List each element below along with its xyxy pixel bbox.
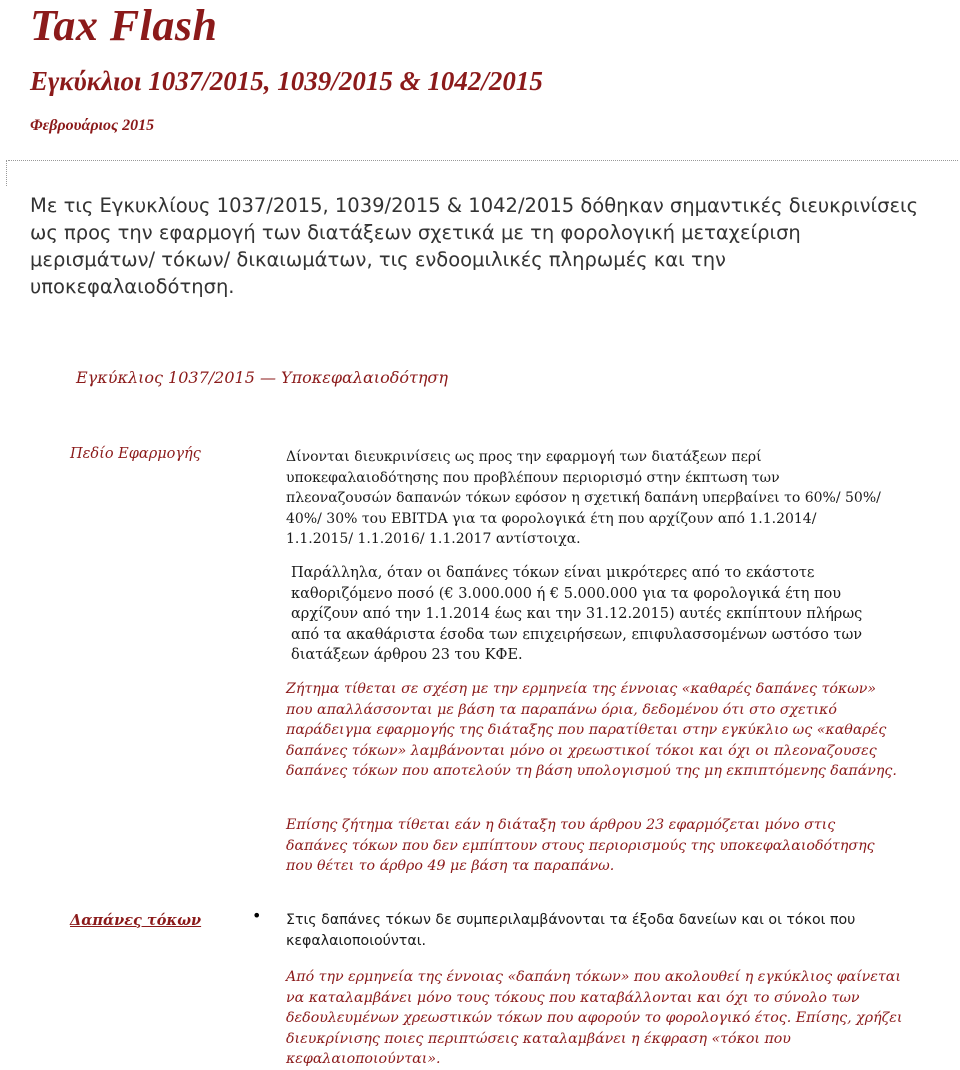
scope-comment-1: Ζήτημα τίθεται σε σχέση με την ερμηνεία της έννοιας «καθαρές δαπάνες τόκων» που απαλλάσσονται με βάση τα παραπάνω όρια, δεδομένου ότι στο σχετικό παράδειγμα εφαρμογής της διάταξης που παρατίθεται στην εγκύκλιο ως «καθαρές δαπάνες τόκων» λαμβάνονται μόνο οι χρεωστικοί τόκοι και όχι οι πλεοναζουσες δαπάνες τόκων που αποτελούν τη βάση υπολογισμού της μη εκπιπτόμενης δαπάνης. — [286, 681, 897, 779]
document-subtitle: Εγκύκλιοι 1037/2015, 1039/2015 & 1042/2015 — [30, 66, 543, 96]
brand-title: Tax Flash — [30, 1, 218, 50]
interest-comment: Από την ερμηνεία της έννοιας «δαπάνη τόκων» που ακολουθεί η εγκύκλιος φαίνεται να καταλαμβάνει μόνο τους τόκους που καταβάλλονται και όχι το σύνολο των δεδουλευμένων χρεωστικών τόκων που αφορούν το φορολογικό έτος. Επίσης, χρήζει διευκρίνισης ποιες περιπτώσεις καταλαμβάνει η έκφραση «τόκοι που κεφαλαιοποιούνται». — [286, 969, 903, 1067]
header-divider — [8, 160, 958, 161]
interest-label: Δαπάνες τόκων — [70, 912, 202, 929]
bullet-icon: • — [252, 906, 262, 925]
scope-paragraph-1: Δίνονται διευκρινίσεις ως προς την εφαρμογή των διατάξεων περί υποκεφαλαιοδότησης που προβλέπουν περιορισμό στην έκπτωση των πλεοναζουσών δαπανών τόκων εφόσον η σχετική δαπάνη υπερβαίνει το 60%/ 50%/ 40%/ 30% του EBITDA για τα φορολογικά έτη που αρχίζουν από 1.1.2014/ 1.1.2015/ 1.1.2016/ 1.1.2017 αντίστοιχα. — [286, 449, 881, 547]
scope-label: Πεδίο Εφαρμογής — [70, 446, 201, 462]
intro-paragraph: Με τις Εγκυκλίους 1037/2015, 1039/2015 & 1042/2015 δόθηκαν σημαντικές διευκρινίσεις ως προς την εφαρμογή των διατάξεων σχετικά με τη φορολογική μεταχείριση μερισμάτων/ τόκων/ δικαιωμάτων, τις ενδοομιλικές πληρωμές και την υποκεφαλαιοδότηση. — [30, 194, 919, 298]
scope-paragraph-2: Παράλληλα, όταν οι δαπάνες τόκων είναι μικρότερες από το εκάστοτε καθοριζόμενο ποσό (€ 3.000.000 ή € 5.000.000 για τα φορολογικά έτη που αρχίζουν από την 1.1.2014 έως και την 31.12.2015) αυτές εκπίπτουν πλήρως από τα ακαθάριστα έσοδα των επιχειρήσεων, επιφυλασσομένων ωστόσο των διατάξεων άρθρου 23 του ΚΦΕ. — [291, 565, 863, 663]
publication-date: Φεβρουάριος 2015 — [30, 117, 155, 134]
divider-corner-mark — [6, 160, 7, 186]
scope-comment-2: Επίσης ζήτημα τίθεται εάν η διάταξη του άρθρου 23 εφαρμόζεται μόνο στις δαπάνες τόκων που δεν εμπίπτουν στους περιορισμούς της υποκεφαλαιοδότησης που θέτει το άρθρο 49 με βάση τα παραπάνω. — [286, 817, 875, 874]
section-heading: Εγκύκλιος 1037/2015 — Υποκεφαλαιοδότηση — [76, 368, 448, 387]
interest-bullet-text: Στις δαπάνες τόκων δε συμπεριλαμβάνονται τα έξοδα δανείων και οι τόκοι που κεφαλαιοποιούνται. — [286, 912, 856, 949]
